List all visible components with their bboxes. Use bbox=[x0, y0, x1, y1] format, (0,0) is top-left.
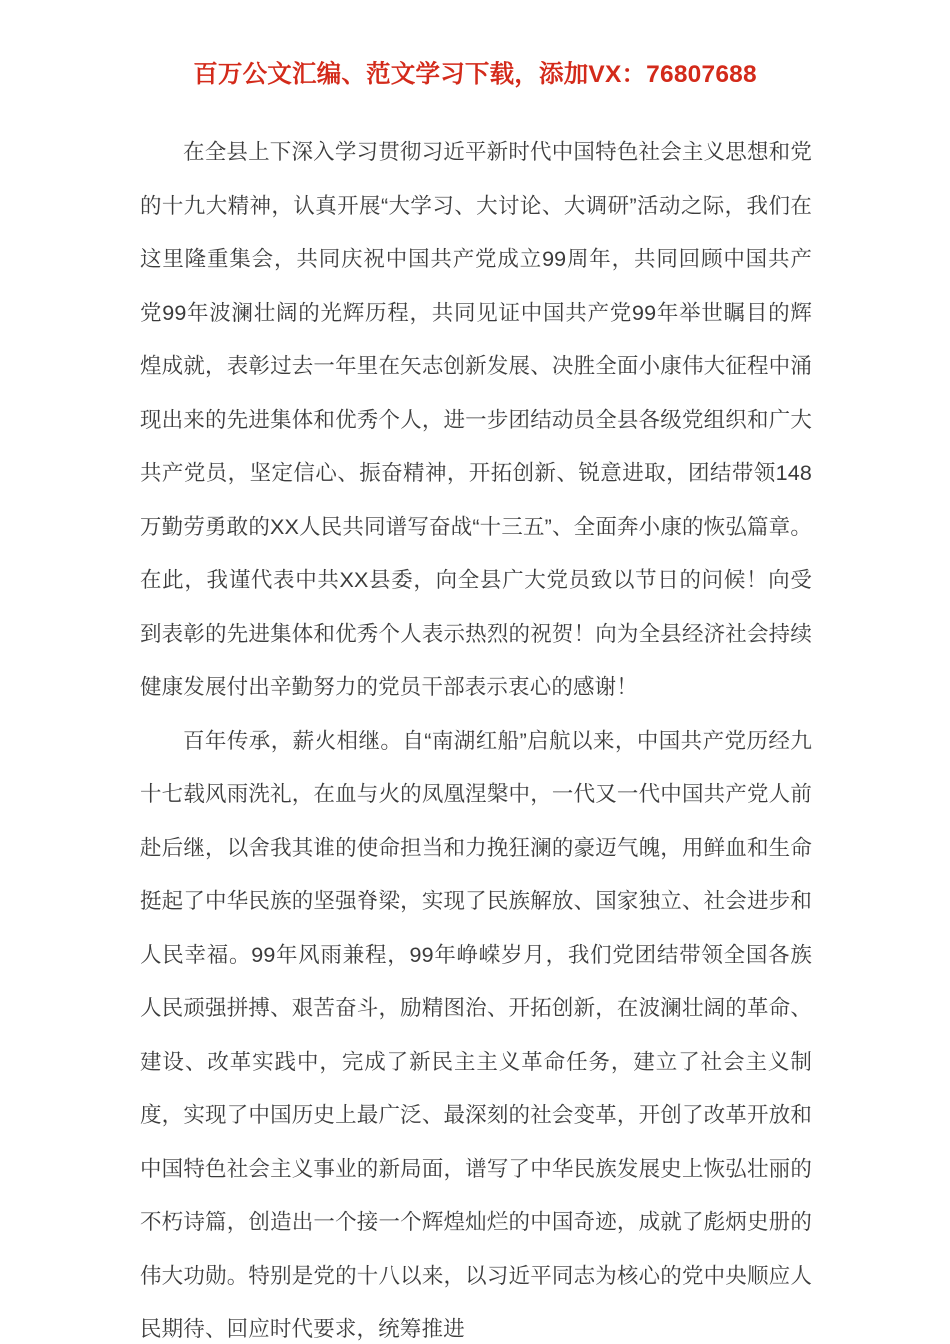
body-paragraph-2: 百年传承，薪火相继。自“南湖红船”启航以来，中国共产党历经九十七载风雨洗礼，在血与火的凤凰涅槃中，一代又一代中国共产党人前赴后继，以舍我其谁的使命担当和力挽狂澜的豪迈气魄，用鲜血和生命挺起了中华民族的坚强脊梁，实现了民族解放、国家独立、社会进步和人民幸福。99年风雨兼程，99年峥嵘岁月，我们党团结带领全国各族人民顽强拼搏、艰苦奋斗，励精图治、开拓创新，在波澜壮阔的革命、建设、改革实践中，完成了新民主主义革命任务，建立了社会主义制度，实现了中国历史上最广泛、最深刻的社会变革，开创了改革开放和中国特色社会主义事业的新局面，谱写了中华民族发展史上恢弘壮丽的不朽诗篇，创造出一个接一个辉煌灿烂的中国奇迹，成就了彪炳史册的伟大功勋。特别是党的十八以来，以习近平同志为核心的党中央顺应人民期待、回应时代要求，统筹推进 bbox=[140, 728, 812, 1341]
document-body bbox=[140, 126, 812, 1344]
promo-banner-text: 百万公文汇编、范文学习下载，添加VX：76807688 bbox=[193, 61, 757, 88]
body-paragraph-1: 在全县上下深入学习贯彻习近平新时代中国特色社会主义思想和党的十九大精神，认真开展“大学习、大讨论、大调研”活动之际，我们在这里隆重集会，共同庆祝中国共产党成立99周年，共同回顾中国共产党99年波澜壮阔的光辉历程，共同见证中国共产党99年举世瞩目的辉煌成就，表彰过去一年里在矢志创新发展、决胜全面小康伟大征程中涌现出来的先进集体和优秀个人，进一步团结动员全县各级党组织和广大共产党员，坚定信心、振奋精神，开拓创新、锐意进取，团结带领148万勤劳勇敢的XX人民共同谱写奋战“十三五”、全面奔小康的恢弘篇章。在此，我谨代表中共XX县委，向全县广大党员致以节日的问候！向受到表彰的先进集体和优秀个人表示热烈的祝贺！向为全县经济社会持续健康发展付出辛勤努力的党员干部表示衷心的感谢！ bbox=[140, 140, 812, 699]
